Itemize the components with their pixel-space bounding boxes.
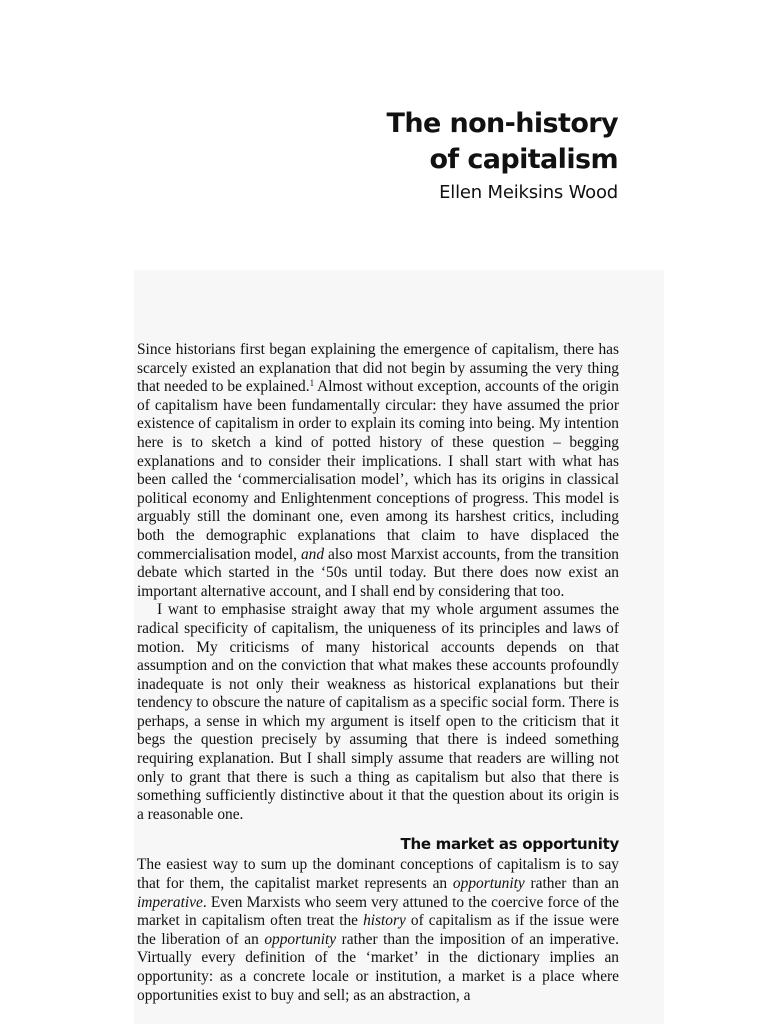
paragraph-3-part-b: rather than an: [524, 875, 620, 893]
article-title-line-1: The non-history: [386, 108, 618, 139]
paragraph-3-part-d: of capitalism as if the issue were the liberation of an: [137, 912, 619, 948]
paragraph-3-part-e: rather than the imposition of an imperative. Virtually every definition of the ‘market’ in the dictionary implies an opportunity: as a concrete locale or institution, a market is a place where opportunities exist to buy and sell; as an abstraction, a: [137, 930, 619, 1004]
article-author: Ellen Meiksins Wood: [439, 182, 618, 203]
paragraph-3-emphasis-3: history: [363, 912, 406, 930]
article-body: [137, 341, 619, 1005]
paragraph-3-part-c: . Even Marxists who seem very attuned to the coercive force of the market in capitalism often treat the: [137, 893, 619, 930]
section-heading: The market as opportunity: [400, 835, 619, 854]
footnote-marker: 1: [309, 378, 315, 389]
paragraph-1-part-c: also most Marxist accounts, from the transition debate which started in the ‘50s until today. But there does now exist an important alternative account, and I shall end by considering that too.: [137, 545, 619, 600]
paragraph-3: [137, 856, 619, 1005]
article-title-line-2: of capitalism: [429, 144, 618, 175]
paragraph-1-part-a: Since historians first began explaining the emergence of capitalism, there has scarcely existed an explanation that did not begin by assuming the very thing that needed to be explained.: [137, 341, 619, 396]
paragraph-3-part-a: The easiest way to sum up the dominant conceptions of capitalism is to say that for them, the capitalist market represents an: [137, 856, 619, 893]
article-header: [387, 106, 618, 206]
paragraph-1-part-b: Almost without exception, accounts of the origin of capitalism have been fundamentally circular: they have assumed the prior existence of capitalism in order to explain its coming into being. My intention here is to sketch a kind of potted history of these question – begging explanations and to consider their implications. I shall start with what has been called the ‘commercialisation model’, which has its origins in classical political economy and Enlightenment conceptions of progress. This model is arguably still the dominant one, even among its harshest critics, including both the demographic explanations that claim to have displaced the commercialisation model,: [137, 378, 619, 563]
paragraph-2: I want to emphasise straight away that my whole argument assumes the radical specificity of capitalism, the uniqueness of its principles and laws of motion. My criticisms of many historical accounts depends on that assumption and on the conviction that what makes these accounts profoundly inadequate is not only their weakness as historical explanations but their tendency to obscure the nature of capitalism as a specific social form. There is perhaps, a sense in which my argument is itself open to the criticism that it begs the question precisely by assuming that there is indeed something requiring explanation. But I shall simply assume that readers are willing not only to grant that there is such a thing as capitalism but also that there is something sufficiently distinctive about it that the question about its origin is a reasonable one.: [137, 601, 619, 823]
paragraph-3-emphasis-1: opportunity: [452, 875, 525, 893]
paragraph-3-emphasis-4: opportunity: [264, 930, 337, 948]
paragraph-3-emphasis-2: imperative: [137, 893, 203, 911]
paragraph-1: [137, 341, 619, 601]
paragraph-1-emphasis: and: [300, 545, 325, 563]
